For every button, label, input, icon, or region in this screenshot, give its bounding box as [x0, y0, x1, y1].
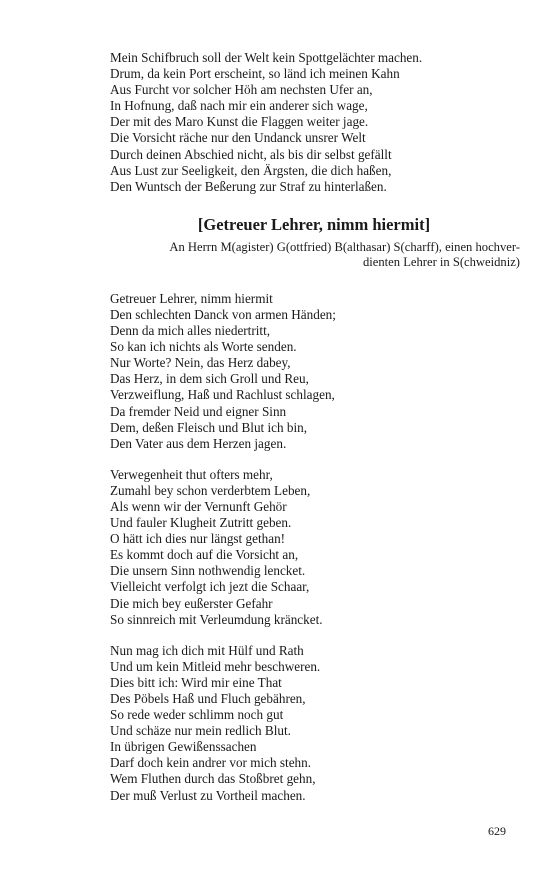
verse-line: O hätt ich dies nur längst gethan! [110, 531, 286, 547]
verse-line: So rede weder schlimm noch gut [110, 707, 284, 723]
text-line: Den Wuntsch der Beßerung zur Straf zu hinterlaßen. [110, 178, 387, 194]
verse-line: Das Herz, in dem sich Groll und Reu, [110, 371, 309, 387]
verse-line: Und fauler Klugheit Zutritt geben. [110, 515, 292, 531]
verse-line: Darf doch kein andrer vor mich stehn. [110, 755, 312, 771]
dedication-line: dienten Lehrer in S(chweidniz) [362, 255, 520, 270]
verse-line: Den Vater aus dem Herzen jagen. [110, 435, 287, 451]
text-line: Aus Furcht vor solcher Höh am nechsten Ufer an, [110, 82, 373, 98]
verse-line: Es kommt doch auf die Vorsicht an, [110, 547, 299, 563]
text-line: Die Vorsicht räche nur den Undanck unsrer Welt [110, 130, 366, 146]
poem-dedication [110, 240, 520, 271]
verse-line: Als wenn wir der Vernunft Gehör [110, 498, 287, 514]
spacer [110, 628, 510, 643]
verse-line: Und schäze nur mein redlich Blut. [110, 723, 291, 739]
verse-line: Der muß Verlust zu Vortheil machen. [110, 787, 306, 803]
verse-line: Die unsern Sinn nothwendig lencket. [110, 563, 306, 579]
poem-title: [Getreuer Lehrer, nimm hiermit] [197, 214, 431, 234]
page-number: 629 [488, 824, 506, 838]
verse-line: So sinnreich mit Verleumdung kräncket. [110, 611, 323, 627]
text-line: Der mit des Maro Kunst die Flaggen weiter jage. [110, 114, 369, 130]
verse-line: Den schlechten Danck von armen Händen; [110, 306, 336, 322]
verse-line: In übrigen Gewißenssachen [110, 739, 257, 755]
verse-line: Zumahl bey schon verderbtem Leben, [110, 482, 311, 498]
spacer [110, 452, 510, 467]
verse-line: Getreuer Lehrer, nimm hiermit [110, 290, 273, 306]
dedication-line: An Herrn M(agister) G(ottfried) B(althasar) S(charff), einen hochver- [169, 239, 520, 254]
intro-stanza [110, 50, 510, 195]
verse-line: Des Pöbels Haß und Fluch gebähren, [110, 691, 306, 706]
verse-line: Vielleicht verfolgt ich jezt die Schaar, [110, 579, 310, 595]
verse-line: Die mich bey eußerster Gefahr [110, 595, 273, 611]
verse-line: Wem Fluthen durch das Stoßbret gehn, [110, 771, 316, 787]
text-line: Durch deinen Abschied nicht, als bis dir selbst gefällt [110, 146, 392, 162]
text-line: Aus Lust zur Seeligkeit, den Ärgsten, die dich haßen, [110, 162, 392, 178]
verse-line: Verwegenheit thut ofters mehr, [110, 466, 273, 482]
verse-line: Dem, deßen Fleisch und Blut ich bin, [110, 419, 308, 435]
stanza-3 [110, 643, 510, 804]
text-line: In Hofnung, daß nach mir ein anderer sich wage, [110, 98, 368, 114]
verse-line: Und um kein Mitleid mehr beschweren. [110, 658, 321, 674]
verse-line: Verzweiflung, Haß und Rachlust schlagen, [110, 387, 335, 403]
verse-line: Dies bitt ich: Wird mir eine That [110, 674, 282, 690]
verse-line: Nun mag ich dich mit Hülf und Rath [110, 642, 304, 658]
stanza-1 [110, 291, 510, 452]
verse-line: Nur Worte? Nein, das Herz dabey, [110, 355, 291, 371]
verse-line: Denn da mich alles niedertritt, [110, 323, 271, 339]
text-line: Drum, da kein Port erscheint, so länd ich meinen Kahn [110, 66, 400, 82]
stanza-2 [110, 467, 510, 628]
verse-line: Da fremder Neid und eigner Sinn [110, 403, 287, 419]
verse-line: So kan ich nichts als Worte senden. [110, 339, 297, 355]
spacer [110, 271, 510, 291]
text-line: Mein Schifbruch soll der Welt kein Spottgelächter machen. [110, 50, 423, 65]
spacer [110, 195, 510, 215]
book-page [110, 50, 520, 804]
